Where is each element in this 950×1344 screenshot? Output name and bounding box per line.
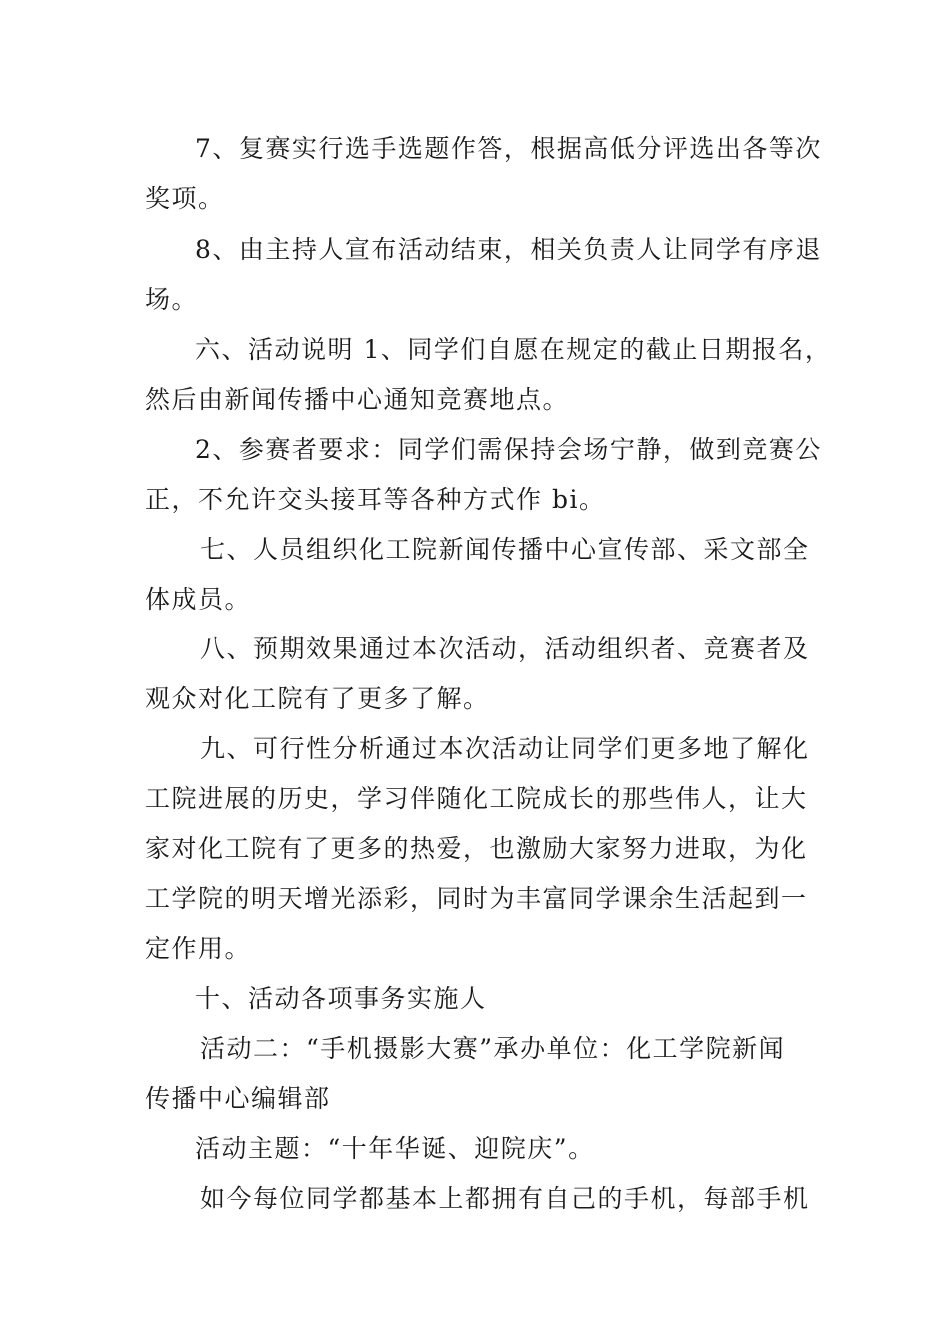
paragraph-line: 工学院的明天增光添彩，同时为丰富同学课余生活起到一	[145, 884, 808, 913]
paragraph-line: 七、人员组织化工院新闻传播中心宣传部、采文部全	[200, 535, 810, 564]
paragraph-line: 体成员。	[145, 585, 252, 614]
paragraph-line: 工院进展的历史，学习伴随化工院成长的那些伟人，让大	[145, 784, 808, 813]
paragraph-line: 奖项。	[145, 184, 225, 213]
paragraph-line: 正，不允许交头接耳等各种方式作 bi。	[145, 485, 606, 514]
paragraph-line: 六、活动说明 1、同学们自愿在规定的截止日期报名，	[195, 335, 832, 364]
paragraph-line: 如今每位同学都基本上都拥有自己的手机，每部手机	[200, 1184, 810, 1213]
paragraph-line: 活动主题：“十年华诞、迎院庆”。	[195, 1134, 595, 1163]
paragraph-line: 十、活动各项事务实施人	[195, 984, 487, 1013]
paragraph-line: 九、可行性分析通过本次活动让同学们更多地了解化	[200, 734, 810, 763]
paragraph-line: 定作用。	[145, 934, 252, 963]
paragraph-line: 家对化工院有了更多的热爱，也激励大家努力进取，为化	[145, 834, 808, 863]
paragraph-line: 场。	[145, 285, 199, 314]
paragraph-line: 观众对化工院有了更多了解。	[145, 684, 490, 713]
paragraph-line: 7、复赛实行选手选题作答，根据高低分评选出各等次	[195, 134, 822, 163]
paragraph-line: 2、参赛者要求：同学们需保持会场宁静，做到竞赛公	[195, 435, 822, 464]
paragraph-line: 8、由主持人宣布活动结束，相关负责人让同学有序退	[195, 235, 822, 264]
paragraph-line: 然后由新闻传播中心通知竞赛地点。	[145, 385, 570, 414]
paragraph-line: 传播中心编辑部	[145, 1084, 331, 1113]
paragraph-line: 活动二：“手机摄影大赛”承办单位：化工学院新闻	[200, 1034, 786, 1063]
paragraph-line: 八、预期效果通过本次活动，活动组织者、竞赛者及	[200, 634, 810, 663]
